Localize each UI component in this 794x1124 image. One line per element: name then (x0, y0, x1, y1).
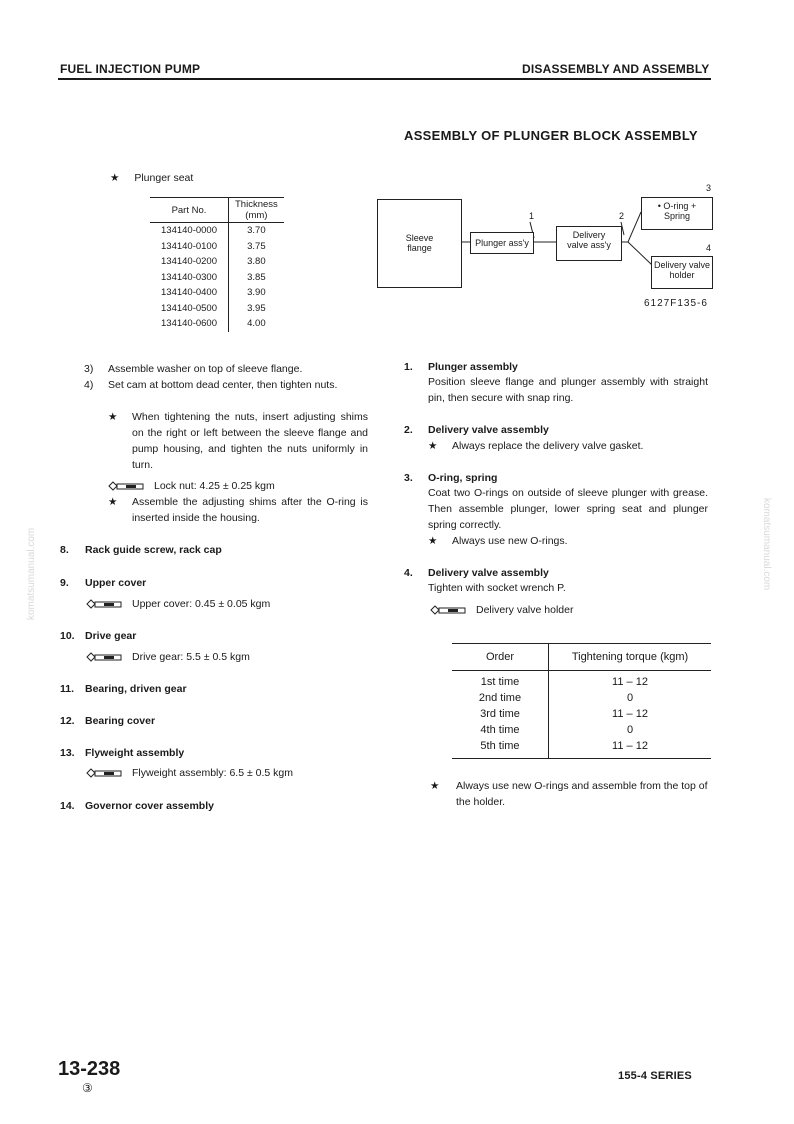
star-icon: ★ (110, 172, 120, 184)
table-row: 2nd time 0 (452, 690, 711, 706)
star-icon: ★ (430, 780, 440, 792)
diagram-label-3: 3 (706, 183, 712, 193)
torque-wrench-icon (86, 599, 122, 609)
right-item-3-title: 3. O-ring, spring (404, 472, 498, 484)
tightening-torque-table (452, 643, 711, 759)
table-row: 4th time 0 (452, 722, 711, 738)
section-title: ASSEMBLY OF PLUNGER BLOCK ASSEMBLY (404, 128, 698, 143)
col-order: Order (452, 644, 549, 671)
diagram-label-1: 1 (529, 211, 535, 221)
star-icon: ★ (428, 440, 438, 452)
item-11: 11. Bearing, driven gear (60, 683, 187, 695)
torque-wrench-icon (430, 605, 466, 615)
item-9: 9. Upper cover (60, 577, 147, 589)
plunger-seat-table (150, 197, 284, 332)
table-row: 134140-0400 3.90 (150, 285, 284, 301)
table-row: 134140-0000 3.70 (150, 223, 284, 239)
col-thickness: Thickness (mm) (229, 198, 284, 223)
item-13: 13. Flyweight assembly (60, 747, 185, 759)
page-number: 13-238 (58, 1058, 121, 1080)
star-icon: ★ (108, 496, 118, 508)
torque-wrench-icon (108, 481, 144, 491)
star-icon: ★ (428, 535, 438, 547)
plunger-assy-box: Plunger ass'y (470, 232, 534, 254)
plunger-seat-label: Plunger seat (134, 172, 194, 184)
step-3: 3) Assemble washer on top of sleeve flange. (84, 363, 303, 375)
right-item-1-text: Position sleeve flange and plunger assembly with straight pin, then secure with snap ring. (428, 376, 708, 404)
item-10-spec: Drive gear: 5.5 ± 0.5 kgm (86, 649, 250, 665)
diagram-label-4: 4 (706, 243, 712, 253)
table-row: 134140-0500 3.95 (150, 301, 284, 317)
star-icon: ★ (108, 411, 118, 423)
sleeve-flange-box: Sleeve flange (377, 199, 462, 288)
col-part-no: Part No. (150, 198, 229, 223)
torque-wrench-icon (86, 652, 122, 662)
item-14: 14. Governor cover assembly (60, 800, 214, 812)
shim-note: ★ Assemble the adjusting shims after the O-ring is inserted inside the housing. (108, 496, 368, 524)
header-rule (58, 78, 711, 80)
step-4: 4) Set cam at bottom dead center, then tighten nuts. (84, 379, 338, 391)
oring-spring-box: • O-ring + Spring (641, 197, 713, 230)
header-left: FUEL INJECTION PUMP (60, 62, 201, 76)
right-item-2-note: ★ Always replace the delivery valve gasket. (428, 440, 644, 452)
right-item-4-spec: Delivery valve holder (430, 602, 573, 618)
table-row: 134140-0100 3.75 (150, 239, 284, 255)
table-row: 3rd time 11 – 12 (452, 706, 711, 722)
header-right: DISASSEMBLY AND ASSEMBLY (522, 62, 710, 76)
item-13-spec: Flyweight assembly: 6.5 ± 0.5 kgm (86, 765, 293, 781)
figure-id: 6127F135-6 (644, 298, 708, 309)
right-item-3-note: ★ Always use new O-rings. (428, 535, 568, 547)
right-item-1-title: 1. Plunger assembly (404, 361, 518, 373)
lock-nut-spec: Lock nut: 4.25 ± 0.25 kgm (108, 478, 275, 494)
right-item-2-title: 2. Delivery valve assembly (404, 424, 549, 436)
table-row: 1st time 11 – 12 (452, 671, 711, 691)
table-row: 134140-0300 3.85 (150, 270, 284, 286)
item-9-spec: Upper cover: 0.45 ± 0.05 kgm (86, 596, 270, 612)
watermark-right: komatsumanual.com (761, 498, 772, 591)
item-8: 8. Rack guide screw, rack cap (60, 544, 222, 556)
series-label: 155-4 SERIES (618, 1070, 692, 1082)
diagram-label-2: 2 (619, 211, 625, 221)
item-10: 10. Drive gear (60, 630, 137, 642)
delivery-valve-holder-box: Delivery valve holder (651, 256, 713, 289)
item-12: 12. Bearing cover (60, 715, 156, 727)
table-row: 134140-0600 4.00 (150, 316, 284, 332)
final-note: ★ Always use new O-rings and assemble from the top of the holder. (430, 780, 708, 808)
step-4-note: ★ When tightening the nuts, insert adjusting shims on the right or left between the sleeve flange and pump housing, and tighten the nuts uniformly in turn. (108, 411, 368, 471)
table-row: 5th time 11 – 12 (452, 738, 711, 759)
torque-wrench-icon (86, 768, 122, 778)
table-row: 134140-0200 3.80 (150, 254, 284, 270)
revision-mark: ③ (82, 1081, 93, 1095)
right-item-4-text: Tighten with socket wrench P. (428, 582, 566, 594)
right-item-4-title: 4. Delivery valve assembly (404, 567, 549, 579)
delivery-valve-assy-box: Delivery valve ass'y (556, 226, 622, 261)
col-torque: Tightening torque (kgm) (549, 644, 712, 671)
plunger-seat-label-row (110, 170, 193, 186)
right-item-3-text: Coat two O-rings on outside of sleeve plunger with grease. Then assemble plunger, lower spring seat and plunger spring correctly. (428, 487, 708, 531)
watermark-left: komatsumanual.com (26, 527, 37, 620)
